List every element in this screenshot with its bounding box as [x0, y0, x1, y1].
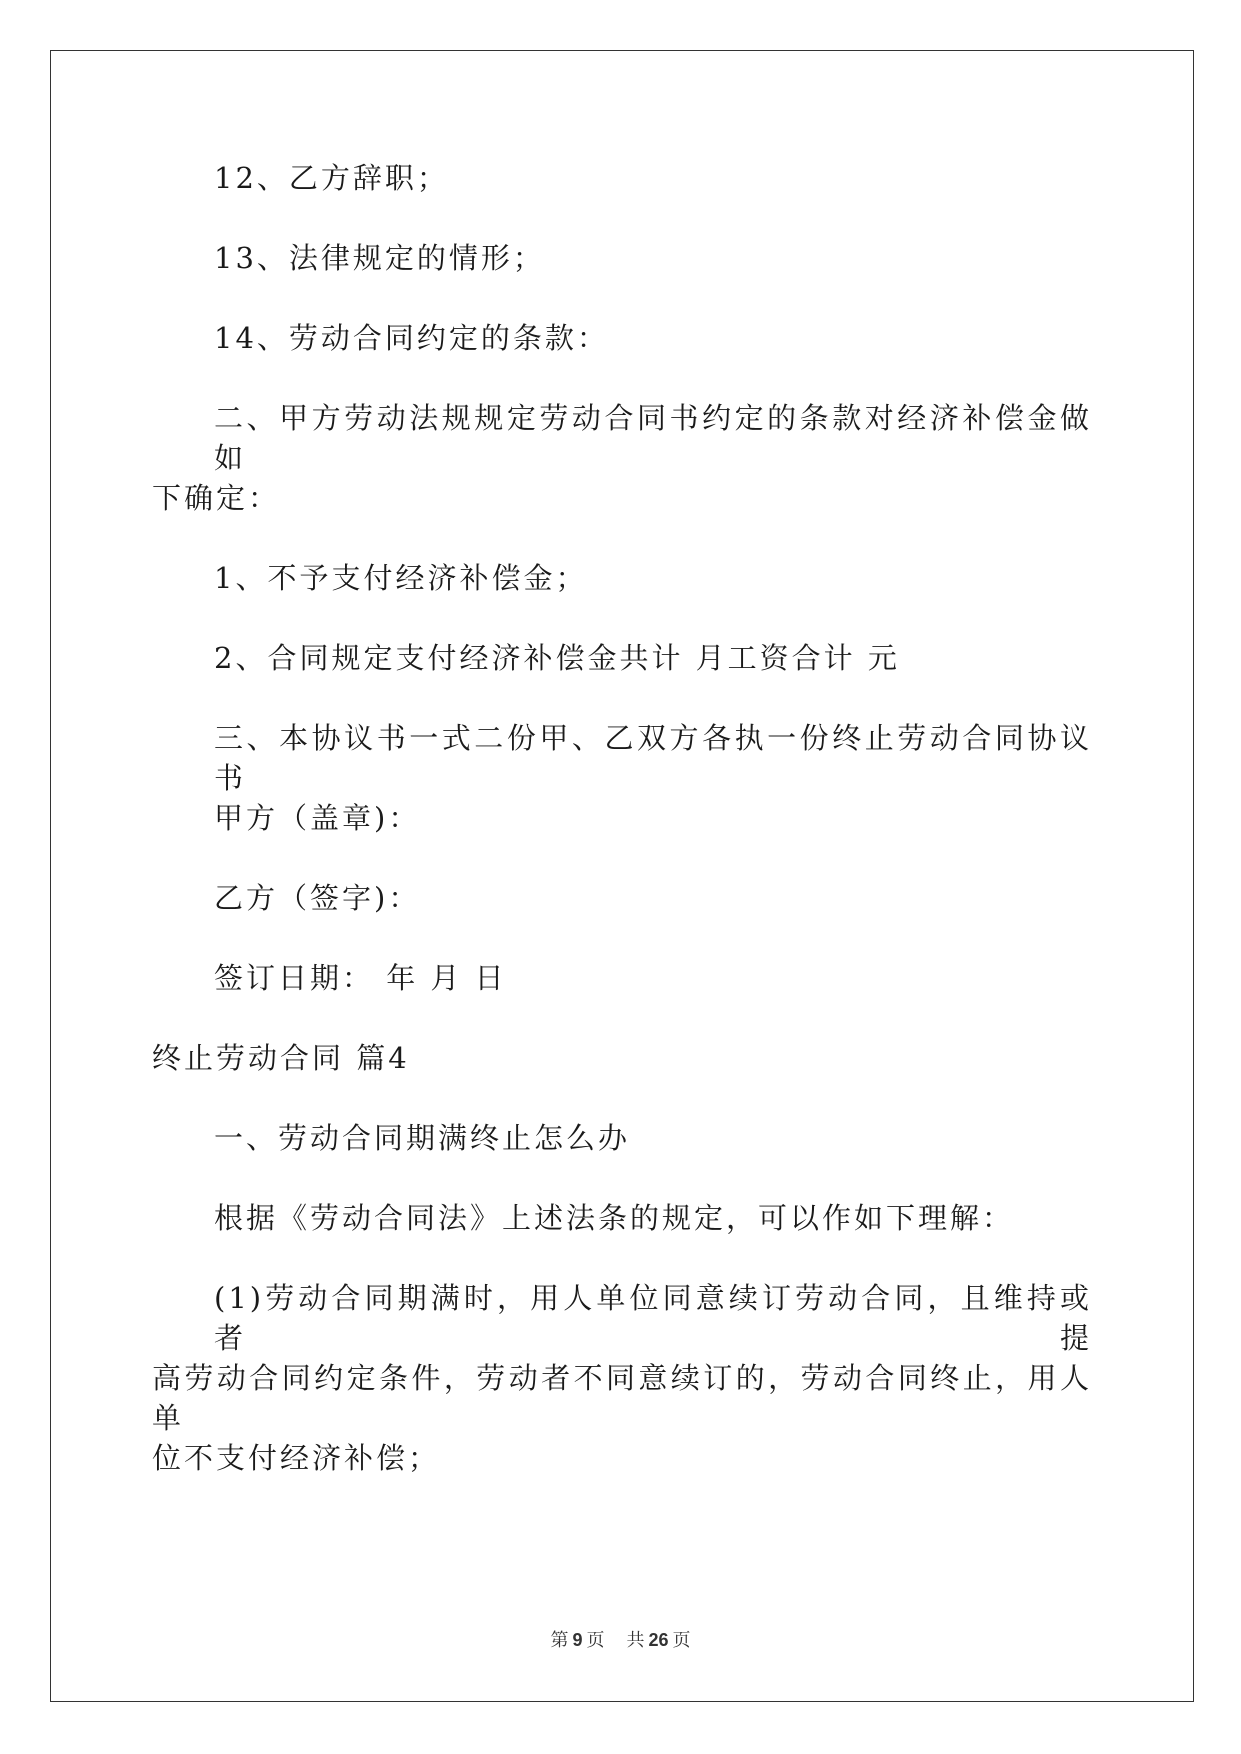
paragraph-interpretation: 根据《劳动合同法》上述法条的规定，可以作如下理解：: [214, 1201, 1015, 1235]
paragraph-section-2-line-2: 下确定：: [152, 481, 281, 515]
paragraph-item-14: 14、劳动合同约定的条款：: [214, 321, 609, 355]
party-a-seal-line: 甲方（盖章)：: [214, 801, 421, 835]
page-footer: [0, 1628, 1241, 1653]
paragraph-point-1-line-1: (1)劳动合同期满时，用人单位同意续订劳动合同，且维持或者提: [214, 1281, 1092, 1355]
footer-page-number: 9: [572, 1630, 583, 1650]
party-b-signature-line: 乙方（签字)：: [214, 881, 421, 915]
paragraph-option-2: 2、合同规定支付经济补偿金共计 月工资合计 元: [214, 641, 900, 675]
paragraph-section-3: 三、本协议书一式二份甲、乙双方各执一份终止劳动合同协议书: [214, 721, 1092, 795]
paragraph-item-12: 12、乙方辞职；: [214, 161, 449, 195]
paragraph-section-2-line-1: 二、甲方劳动法规规定劳动合同书约定的条款对经济补偿金做如: [214, 401, 1092, 475]
footer-page-suffix: 页: [586, 1630, 605, 1651]
paragraph-point-1-line-3: 位不支付经济补偿；: [152, 1441, 441, 1475]
subheading-expiry: 一、劳动合同期满终止怎么办: [214, 1121, 631, 1155]
paragraph-item-13: 13、法律规定的情形；: [214, 241, 545, 275]
section-heading: 终止劳动合同 篇4: [152, 1041, 410, 1075]
footer-prefix: 第: [550, 1630, 569, 1651]
footer-total-suffix: 页: [672, 1630, 691, 1651]
signing-date-line: 签订日期： 年 月 日: [214, 961, 507, 995]
footer-total-pages: 26: [648, 1630, 669, 1650]
paragraph-option-1: 1、不予支付经济补偿金；: [214, 561, 588, 595]
paragraph-point-1-line-2: 高劳动合同约定条件，劳动者不同意续订的，劳动合同终止，用人单: [152, 1361, 1092, 1435]
footer-total-prefix: 共: [626, 1630, 645, 1651]
